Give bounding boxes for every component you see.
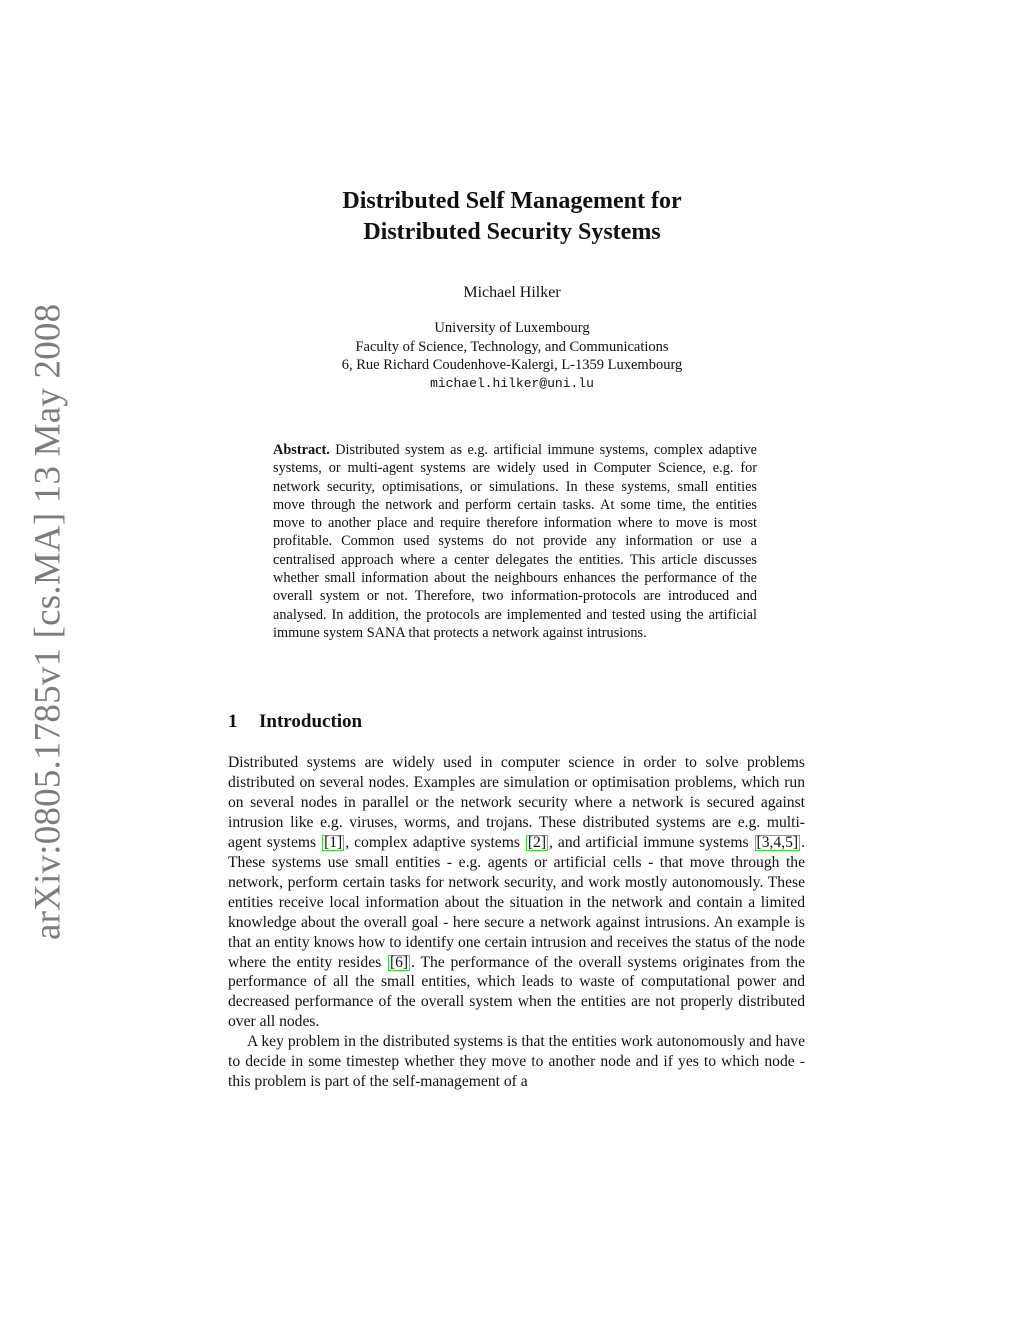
section-title: Introduction (259, 711, 363, 732)
title-line-2: Distributed Security Systems (363, 219, 661, 245)
paragraph-1 (228, 753, 805, 1032)
citation-link-1[interactable]: [1] (324, 833, 343, 851)
affiliation-address: 6, Rue Richard Coudenhove-Kalergi, L-1359 Luxembourg (341, 357, 683, 373)
paragraph-1-part-2: , complex adaptive systems (345, 833, 520, 851)
paper-title (0, 186, 1024, 248)
paragraph-1-part-5: . The performance of the overall systems originates from the performance of all the small entities, which leads to waste of computational power and decreased performance of the overall system when the entities are not properly distributed over all nodes. (228, 953, 806, 1031)
author-name: Michael Hilker (463, 284, 561, 301)
introduction-body (228, 753, 805, 1092)
arxiv-identifier-stamp: arXiv:0805.1785v1 [cs.MA] 13 May 2008 (27, 303, 69, 940)
paragraph-1-part-3: , and artificial immune systems (549, 833, 749, 851)
title-line-1: Distributed Self Management for (342, 188, 682, 214)
abstract-label: Abstract. (273, 442, 330, 458)
section-number: 1 (228, 711, 238, 732)
citation-link-2[interactable]: [2] (527, 833, 547, 851)
citation-link-3-4-5[interactable]: [3,4,5] (756, 833, 799, 851)
abstract (273, 441, 757, 642)
affiliation-block (0, 319, 1024, 393)
affiliation-university: University of Luxembourg (434, 320, 590, 336)
paragraph-1-part-1: Distributed systems are widely used in computer science in order to solve problems distributed on several nodes. Examples are simulation or optimisation problems, which run on several nodes in parallel or the network security where a network is secured against intrusion like e.g. viruses, worms, and trojans. These distributed systems are e.g. multi-agent systems (228, 754, 805, 851)
section-heading-introduction (228, 711, 362, 733)
affiliation-faculty: Faculty of Science, Technology, and Communications (355, 338, 669, 355)
citation-link-6[interactable]: [6] (389, 953, 409, 971)
abstract-text: Distributed system as e.g. artificial immune systems, complex adaptive systems, or multi-agent systems are widely used in Computer Science, e.g. for network security, optimisations, or simulations. In these systems, small entities move through the network and perform certain tasks. At some time, the entities move to another place and require therefore information where to move is most profitable. Common used systems do not provide any information or use a centralised approach where a center delegates the entities. This article discusses whether small information about the neighbours enhances the performance of the overall system or not. Therefore, two information-protocols are introduced and analysed. In addition, the protocols are implemented and tested using the artificial immune system SANA that protects a network against intrusions. (273, 442, 757, 641)
paragraph-2: A key problem in the distributed systems is that the entities work autonomously and have to decide in some timestep whether they move to another node and if yes to which node - this problem is part of the self-management of a (228, 1033, 805, 1091)
author-email: michael.hilker@uni.lu (430, 375, 594, 391)
paragraph-1-part-4: . These systems use small entities - e.g. agents or artificial cells - that move through the network, perform certain tasks for network security, and work mostly autonomously. These entities receive local information about the situation in the network and contain a limited knowledge about the overall goal - here secure a network against intrusions. An example is that an entity knows how to identify one certain intrusion and receives the status of the node where the entity resides (228, 833, 805, 971)
